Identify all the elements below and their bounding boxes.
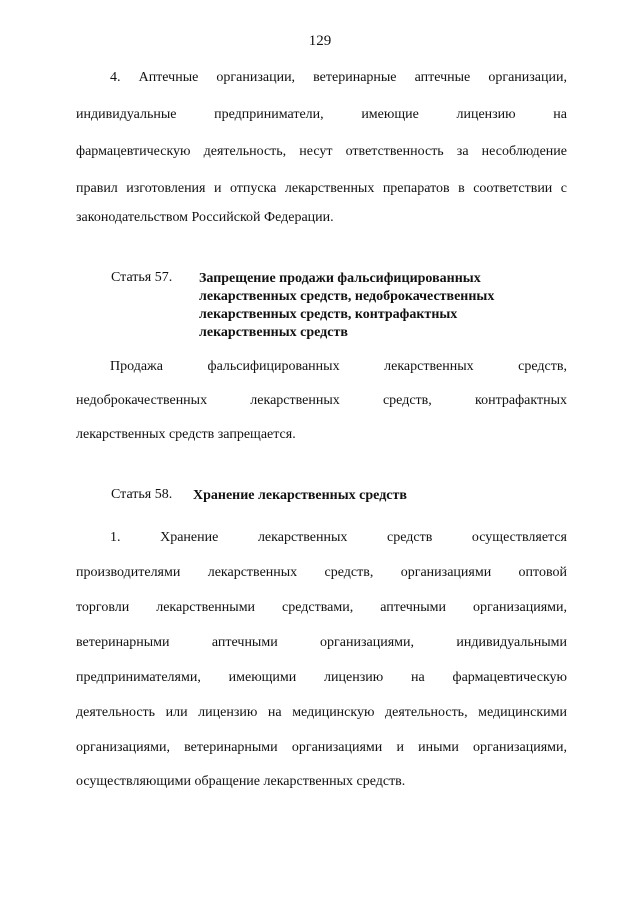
paragraph-line: законодательством Российской Федерации.	[76, 210, 334, 225]
article-57-label: Статья 57.	[111, 270, 173, 285]
page-number: 129	[308, 33, 332, 49]
paragraph-line: организациями, ветеринарными организациями и иными организациями,	[76, 740, 567, 755]
article-57-title-line: Запрещение продажи фальсифицированных	[199, 271, 481, 286]
article-57-title-line: лекарственных средств	[199, 325, 348, 340]
article-58-title: Хранение лекарственных средств	[193, 488, 407, 503]
paragraph-line: 4. Аптечные организации, ветеринарные аптечные организации,	[110, 70, 567, 85]
article-58-label: Статья 58.	[111, 487, 173, 502]
paragraph-line: ветеринарными аптечными организациями, индивидуальными	[76, 635, 567, 650]
article-57-title-line: лекарственных средств, контрафактных	[199, 307, 458, 322]
paragraph-line: 1. Хранение лекарственных средств осуществляется	[110, 530, 567, 545]
paragraph-line: лекарственных средств запрещается.	[76, 427, 296, 442]
paragraph-line: предпринимателями, имеющими лицензию на фармацевтическую	[76, 670, 567, 685]
paragraph-line: осуществляющими обращение лекарственных средств.	[76, 774, 406, 789]
paragraph-line: деятельность или лицензию на медицинскую деятельность, медицинскими	[76, 705, 567, 720]
paragraph-line: правил изготовления и отпуска лекарственных препаратов в соответствии с	[76, 181, 567, 196]
paragraph-line: индивидуальные предприниматели, имеющие лицензию на	[76, 107, 567, 122]
paragraph-line: недоброкачественных лекарственных средств, контрафактных	[76, 393, 567, 408]
paragraph-line: фармацевтическую деятельность, несут ответственность за несоблюдение	[76, 144, 567, 159]
paragraph-line: производителями лекарственных средств, организациями оптовой	[76, 565, 567, 580]
paragraph-line: торговли лекарственными средствами, аптечными организациями,	[76, 600, 567, 615]
paragraph-line: Продажа фальсифицированных лекарственных средств,	[110, 359, 567, 374]
article-57-title-line: лекарственных средств, недоброкачественных	[199, 289, 495, 304]
